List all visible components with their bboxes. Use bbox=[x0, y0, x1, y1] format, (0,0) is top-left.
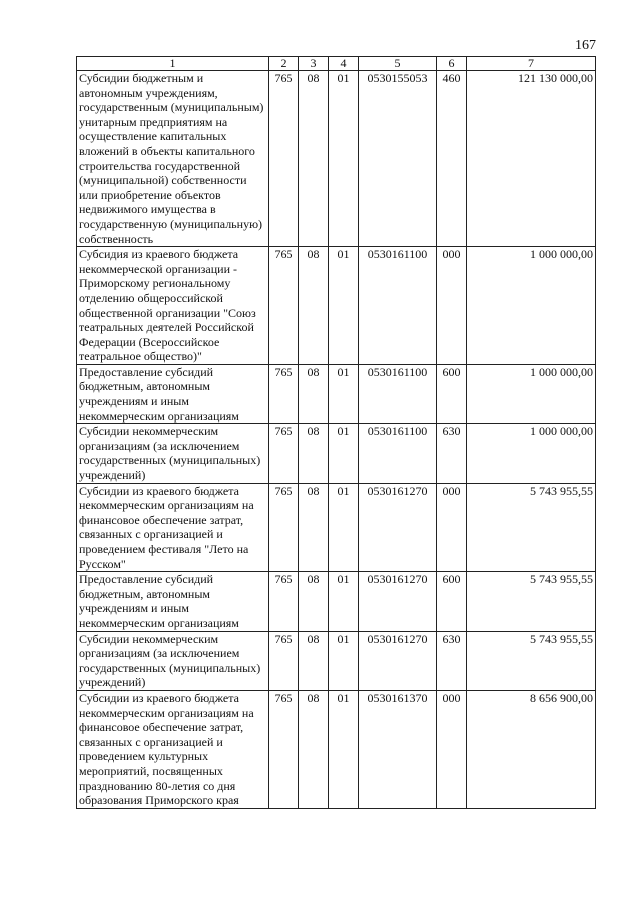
section-code: 08 bbox=[299, 483, 329, 572]
expense-type-code: 600 bbox=[437, 572, 467, 631]
expense-type-code: 600 bbox=[437, 364, 467, 423]
header-row bbox=[77, 57, 596, 71]
amount: 121 130 000,00 bbox=[467, 71, 596, 247]
header-cell: 1 bbox=[77, 57, 269, 71]
section-code: 08 bbox=[299, 364, 329, 423]
subsection-code: 01 bbox=[329, 483, 359, 572]
section-code: 08 bbox=[299, 247, 329, 365]
table-row bbox=[77, 71, 596, 247]
budget-table bbox=[76, 56, 596, 809]
item-name: Субсидии из краевого бюджета некоммерческим организациям на финансовое обеспечение затрат, связанных с организацией и проведением фестиваля "Лето на Русском" bbox=[77, 483, 269, 572]
table-row bbox=[77, 424, 596, 483]
table-row bbox=[77, 572, 596, 631]
expense-type-code: 630 bbox=[437, 424, 467, 483]
expense-type-code: 000 bbox=[437, 690, 467, 808]
amount: 5 743 955,55 bbox=[467, 631, 596, 690]
item-name: Субсидии бюджетным и автономным учреждениям, государственным (муниципальным) унитарным предприятиям на осуществление капитальных вложений в объекты капитального строительства государственной (муниципальной) собственности или приобретение объектов недвижимого имущества в государственную (муниципальную) собственность bbox=[77, 71, 269, 247]
target-article-code: 0530161100 bbox=[359, 424, 437, 483]
item-name: Субсидия из краевого бюджета некоммерческой организации - Приморскому региональному отделению общероссийской общественной организации "Союз театральных деятелей Российской Федерации (Всероссийское театральное общество)" bbox=[77, 247, 269, 365]
ministry-code: 765 bbox=[269, 364, 299, 423]
target-article-code: 0530161270 bbox=[359, 631, 437, 690]
header-cell: 4 bbox=[329, 57, 359, 71]
header-cell: 3 bbox=[299, 57, 329, 71]
target-article-code: 0530161270 bbox=[359, 572, 437, 631]
item-name: Предоставление субсидий бюджетным, автономным учреждениям и иным некоммерческим организациям bbox=[77, 572, 269, 631]
ministry-code: 765 bbox=[269, 424, 299, 483]
item-name: Субсидии некоммерческим организациям (за исключением государственных (муниципальных) учреждений) bbox=[77, 424, 269, 483]
target-article-code: 0530161100 bbox=[359, 364, 437, 423]
page-number: 167 bbox=[575, 38, 596, 53]
ministry-code: 765 bbox=[269, 483, 299, 572]
amount: 1 000 000,00 bbox=[467, 247, 596, 365]
ministry-code: 765 bbox=[269, 690, 299, 808]
amount: 8 656 900,00 bbox=[467, 690, 596, 808]
header-cell: 7 bbox=[467, 57, 596, 71]
section-code: 08 bbox=[299, 424, 329, 483]
ministry-code: 765 bbox=[269, 71, 299, 247]
section-code: 08 bbox=[299, 71, 329, 247]
expense-type-code: 460 bbox=[437, 71, 467, 247]
section-code: 08 bbox=[299, 572, 329, 631]
ministry-code: 765 bbox=[269, 247, 299, 365]
subsection-code: 01 bbox=[329, 71, 359, 247]
target-article-code: 0530155053 bbox=[359, 71, 437, 247]
target-article-code: 0530161270 bbox=[359, 483, 437, 572]
item-name: Субсидии некоммерческим организациям (за исключением государственных (муниципальных) учреждений) bbox=[77, 631, 269, 690]
table-row bbox=[77, 247, 596, 365]
section-code: 08 bbox=[299, 690, 329, 808]
subsection-code: 01 bbox=[329, 690, 359, 808]
ministry-code: 765 bbox=[269, 631, 299, 690]
amount: 1 000 000,00 bbox=[467, 424, 596, 483]
header-cell: 5 bbox=[359, 57, 437, 71]
subsection-code: 01 bbox=[329, 424, 359, 483]
table-row bbox=[77, 690, 596, 808]
target-article-code: 0530161100 bbox=[359, 247, 437, 365]
expense-type-code: 630 bbox=[437, 631, 467, 690]
item-name: Субсидии из краевого бюджета некоммерческим организациям на финансовое обеспечение затрат, связанных с организацией и проведением культурных мероприятий, посвященных празднованию 80-летия со дня образования Приморского края bbox=[77, 690, 269, 808]
target-article-code: 0530161370 bbox=[359, 690, 437, 808]
section-code: 08 bbox=[299, 631, 329, 690]
expense-type-code: 000 bbox=[437, 247, 467, 365]
table-row bbox=[77, 483, 596, 572]
subsection-code: 01 bbox=[329, 572, 359, 631]
amount: 5 743 955,55 bbox=[467, 572, 596, 631]
header-cell: 6 bbox=[437, 57, 467, 71]
subsection-code: 01 bbox=[329, 364, 359, 423]
ministry-code: 765 bbox=[269, 572, 299, 631]
item-name: Предоставление субсидий бюджетным, автономным учреждениям и иным некоммерческим организациям bbox=[77, 364, 269, 423]
subsection-code: 01 bbox=[329, 631, 359, 690]
header-cell: 2 bbox=[269, 57, 299, 71]
table-row bbox=[77, 631, 596, 690]
expense-type-code: 000 bbox=[437, 483, 467, 572]
amount: 5 743 955,55 bbox=[467, 483, 596, 572]
subsection-code: 01 bbox=[329, 247, 359, 365]
amount: 1 000 000,00 bbox=[467, 364, 596, 423]
table-row bbox=[77, 364, 596, 423]
